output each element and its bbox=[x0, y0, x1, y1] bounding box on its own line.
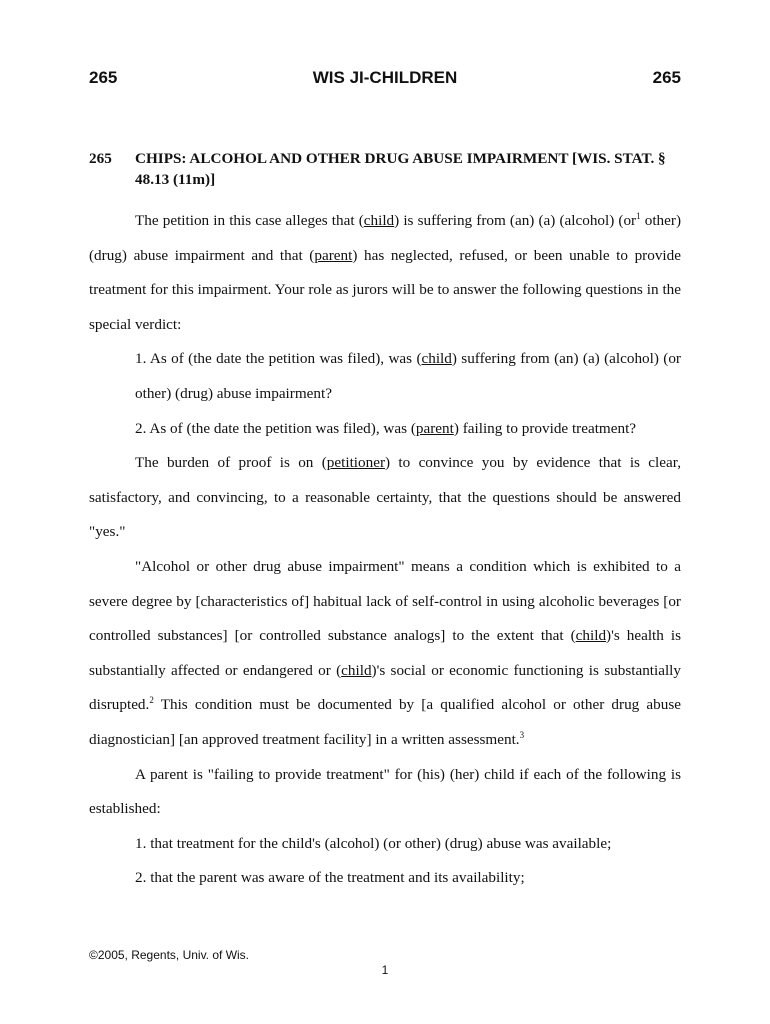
paragraph-failing-to-provide: A parent is "failing to provide treatment" for (his) (her) child if each of the following is established: bbox=[89, 765, 681, 818]
header-right-number: 265 bbox=[652, 68, 681, 87]
paragraph-burden-of-proof: The burden of proof is on (petitioner) to convince you by evidence that is clear, satisfactory, and convincing, to a reasonable certainty, that the questions should be answered "yes." bbox=[89, 454, 681, 541]
page-number: 1 bbox=[381, 963, 389, 977]
placeholder-petitioner: petitioner bbox=[326, 454, 385, 472]
document-body bbox=[89, 204, 681, 896]
footnote-ref-1: 1 bbox=[636, 210, 641, 221]
header-left-number: 265 bbox=[89, 68, 118, 87]
placeholder-child: child bbox=[341, 661, 372, 679]
section-heading: CHIPS: ALCOHOL AND OTHER DRUG ABUSE IMPAIRMENT [WIS. STAT. § 48.13 (11m)] bbox=[135, 150, 666, 188]
section-title bbox=[89, 148, 681, 190]
placeholder-child: child bbox=[575, 627, 607, 645]
running-header bbox=[89, 68, 681, 88]
header-title: WIS JI-CHILDREN bbox=[312, 68, 458, 87]
paragraph-petition: The petition in this case alleges that (child) is suffering from (an) (a) (alcohol) ($or^1$ other) (drug) abuse impairment and that (parent) has neglected, refused, or been unable to provide treatment for this impairment. Your role as jurors will be to answer the following questions in the special verdict: bbox=[89, 210, 682, 333]
paragraph-definition: "Alcohol or other drug abuse impairment" means a condition which is exhibited to a severe degree by [characteristics of] habitual lack of self-control in using alcoholic beverages [or controlled substances] [or controlled substance analogs] to the extent that (child)'s health is substantially affected or endangered or (child)'s social or economic functioning is substantially disrupted.$^2$ This condition must be documented by [a qualified alcohol or other drug abuse diagnostician] [an approved treatment facility] in a written assessment.$^3$ bbox=[89, 557, 681, 748]
placeholder-parent: parent bbox=[314, 246, 353, 264]
question-2: 2. As of (the date the petition was filed), was (parent) failing to provide treatment? bbox=[135, 419, 637, 437]
section-number: 265 bbox=[89, 150, 112, 167]
placeholder-parent: parent bbox=[415, 419, 454, 437]
list-item-2: 2. that the parent was aware of the treatment and its availability; bbox=[135, 869, 525, 887]
footnote-ref-3: 3 bbox=[519, 729, 525, 740]
placeholder-child: child bbox=[421, 350, 452, 368]
list-item-1: 1. that treatment for the child's (alcohol) (or other) (drug) abuse was available; bbox=[135, 834, 612, 852]
question-1: 1. As of (the date the petition was filed), was (child) suffering from (an) (a) (alcohol) (or other) (drug) abuse impairment? bbox=[135, 350, 681, 402]
footnote-ref-2: 2 bbox=[149, 695, 154, 706]
copyright-footer: ©2005, Regents, Univ. of Wis. bbox=[89, 948, 250, 962]
placeholder-child: child bbox=[363, 212, 395, 229]
